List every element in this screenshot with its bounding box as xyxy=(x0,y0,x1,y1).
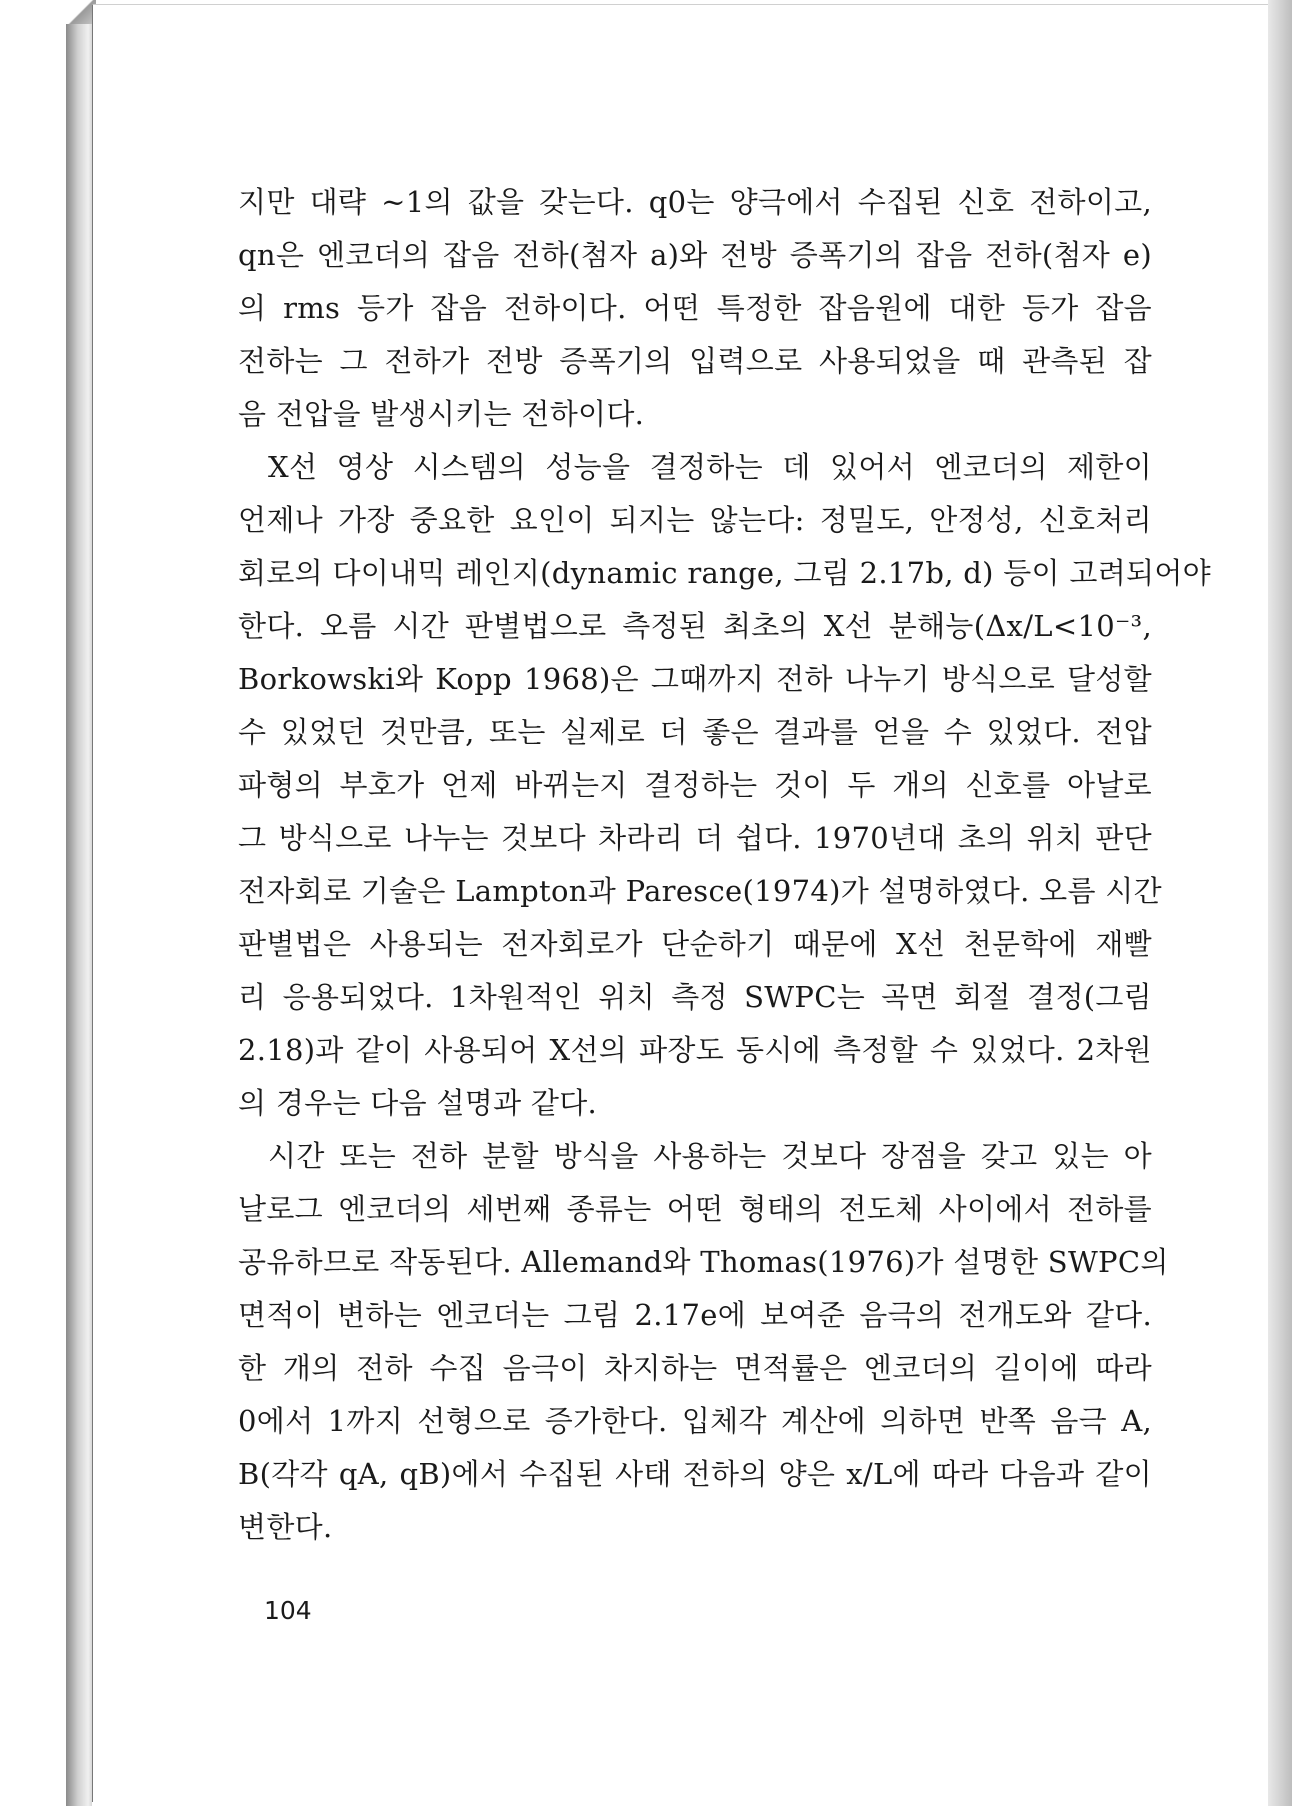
text-line: 한 개의 전하 수집 음극이 차지하는 면적률은 엔코더의 길이에 따라 xyxy=(238,1351,1152,1385)
text-line: 변한다. xyxy=(238,1510,333,1544)
text-line: 날로그 엔코더의 세번째 종류는 어떤 형태의 전도체 사이에서 전하를 xyxy=(238,1192,1152,1226)
page-edge-shadow xyxy=(1268,0,1292,1806)
text-line: 의 경우는 다음 설명과 같다. xyxy=(238,1086,598,1120)
text-line: 전하는 그 전하가 전방 증폭기의 입력으로 사용되었을 때 관측된 잡 xyxy=(238,344,1152,378)
text-line: 의 rms 등가 잡음 전하이다. 어떤 특정한 잡음원에 대한 등가 잡음 xyxy=(238,291,1152,325)
text-line: 시간 또는 전하 분할 방식을 사용하는 것보다 장점을 갖고 있는 아 xyxy=(268,1139,1152,1173)
text-line: 음 전압을 발생시키는 전하이다. xyxy=(238,397,645,431)
body-text xyxy=(238,176,1211,1554)
text-line: 회로의 다이내믹 레인지(dynamic range, 그림 2.17b, d) 등이 고려되어야 xyxy=(238,556,1211,590)
book-spine xyxy=(66,6,92,1806)
text-line: 지만 대략 ~1의 값을 갖는다. q0는 양극에서 수집된 신호 전하이고, xyxy=(238,185,1152,219)
text-line: 수 있었던 것만큼, 또는 실제로 더 좋은 결과를 얻을 수 있었다. 전압 xyxy=(238,715,1152,749)
text-line: 0에서 1까지 선형으로 증가한다. 입체각 계산에 의하면 반쪽 음극 A, xyxy=(238,1404,1152,1438)
text-line: 2.18)과 같이 사용되어 X선의 파장도 동시에 측정할 수 있었다. 2차원 xyxy=(238,1033,1152,1067)
text-line: B(각각 qA, qB)에서 수집된 사태 전하의 양은 x/L에 따라 다음과 같이 xyxy=(238,1457,1152,1491)
text-line: Borkowski와 Kopp 1968)은 그때까지 전하 나누기 방식으로 달성할 xyxy=(238,662,1152,696)
text-line: 그 방식으로 나누는 것보다 차라리 더 쉽다. 1970년대 초의 위치 판단 xyxy=(238,821,1152,855)
text-line: qn은 엔코더의 잡음 전하(첨자 a)와 전방 증폭기의 잡음 전하(첨자 e) xyxy=(238,238,1152,272)
text-line: 공유하므로 작동된다. Allemand와 Thomas(1976)가 설명한 SWPC의 xyxy=(238,1245,1169,1279)
text-line: 한다. 오름 시간 판별법으로 측정된 최초의 X선 분해능(Δx/L<10⁻³, xyxy=(238,609,1152,643)
page-number: 104 xyxy=(264,1596,312,1625)
text-line: 리 응용되었다. 1차원적인 위치 측정 SWPC는 곡면 회절 결정(그림 xyxy=(238,980,1152,1014)
text-line: 판별법은 사용되는 전자회로가 단순하기 때문에 X선 천문학에 재빨 xyxy=(238,927,1152,961)
text-line: 면적이 변하는 엔코더는 그림 2.17e에 보여준 음극의 전개도와 같다. xyxy=(238,1298,1152,1332)
text-line: 전자회로 기술은 Lampton과 Paresce(1974)가 설명하였다. 오름 시간 xyxy=(238,874,1162,908)
text-line: 언제나 가장 중요한 요인이 되지는 않는다: 정밀도, 안정성, 신호처리 xyxy=(238,503,1152,537)
text-line: X선 영상 시스템의 성능을 결정하는 데 있어서 엔코더의 제한이 xyxy=(268,450,1152,484)
text-line: 파형의 부호가 언제 바뀌는지 결정하는 것이 두 개의 신호를 아날로 xyxy=(238,768,1152,802)
